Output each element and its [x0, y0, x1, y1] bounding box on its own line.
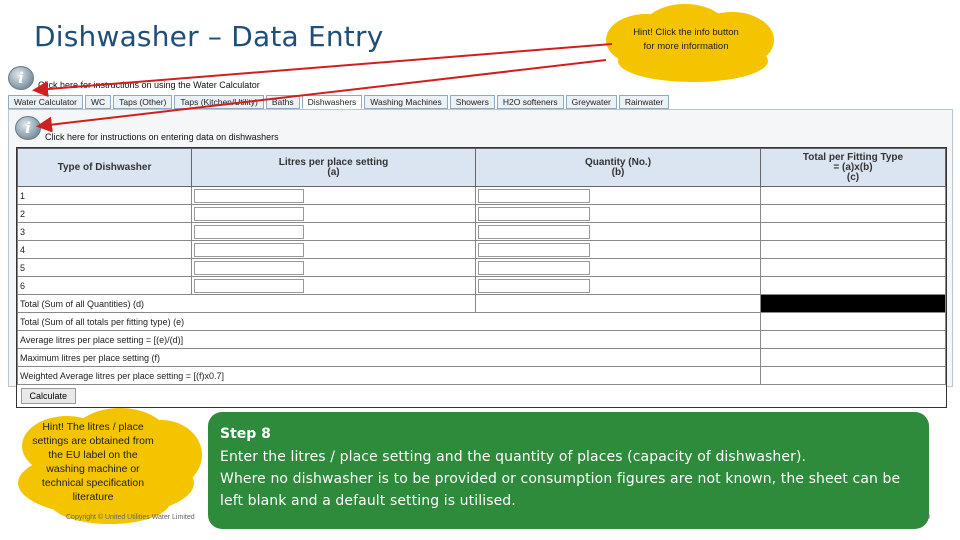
header-type: Type of Dishwasher: [18, 149, 192, 187]
row-number: 2: [18, 205, 192, 223]
info-icon[interactable]: i: [15, 116, 41, 140]
step-heading: Step 8: [220, 426, 271, 442]
step-line-1: Enter the litres / place setting and the quantity of places (capacity of dishwasher).: [220, 449, 807, 465]
row-number: 6: [18, 277, 192, 295]
tab-rainwater[interactable]: Rainwater: [619, 95, 669, 109]
row-number: 5: [18, 259, 192, 277]
summary-label-weighted: Weighted Average litres per place setting = [(f)x0.7]: [18, 367, 761, 385]
tab-showers[interactable]: Showers: [450, 95, 495, 109]
tab-taps-other[interactable]: Taps (Other): [113, 95, 172, 109]
footer-copyright: Copyright © United Utilities Water Limited: [66, 514, 195, 521]
header-litres: Litres per place setting (a): [192, 149, 476, 187]
hint-bottom-text: Hint! The litres / place settings are obtained from the EU label on the washing machine or technical specification literature: [32, 421, 154, 503]
summary-label-maximum: Maximum litres per place setting (f): [18, 349, 761, 367]
header-total: Total per Fitting Type = (a)x(b) (c): [761, 149, 946, 187]
tab-water-calculator[interactable]: Water Calculator: [8, 95, 83, 109]
row-number: 4: [18, 241, 192, 259]
row-number: 1: [18, 187, 192, 205]
tab-baths[interactable]: Baths: [266, 95, 300, 109]
tab-h2o-softeners[interactable]: H2O softeners: [497, 95, 564, 109]
tab-washing-machines[interactable]: Washing Machines: [364, 95, 448, 109]
row-number: 3: [18, 223, 192, 241]
summary-label-average: Average litres per place setting = [(e)/(d)]: [18, 331, 761, 349]
tab-taps-kitchen[interactable]: Taps (Kitchen/Utility): [174, 95, 263, 109]
page-number: 9: [926, 514, 930, 521]
arrow-to-calculator-info: [36, 44, 612, 90]
info-icon[interactable]: i: [8, 66, 34, 90]
calculate-button[interactable]: Calculate: [21, 388, 77, 404]
header-quantity: Quantity (No.) (b): [476, 149, 761, 187]
arrow-to-dishwasher-info: [40, 60, 606, 126]
summary-label-quantities: Total (Sum of all Quantities) (d): [18, 295, 476, 313]
tab-greywater[interactable]: Greywater: [566, 95, 617, 109]
dishwasher-instructions-link[interactable]: Click here for instructions on entering data on dishwashers: [45, 132, 279, 142]
summary-label-totals: Total (Sum of all totals per fitting type) (e): [18, 313, 761, 331]
hint-top-text: Hint! Click the info button for more information: [633, 27, 739, 52]
step-line-2: Where no dishwasher is to be provided or consumption figures are not known, the sheet can be left blank and a default setting is utilised.: [220, 471, 901, 509]
tab-dishwashers[interactable]: Dishwashers: [302, 95, 363, 109]
page-title: Dishwasher – Data Entry: [34, 20, 384, 53]
tab-wc[interactable]: WC: [85, 95, 111, 109]
water-calculator-instructions-link[interactable]: Click here for instructions on using the Water Calculator: [38, 80, 260, 90]
